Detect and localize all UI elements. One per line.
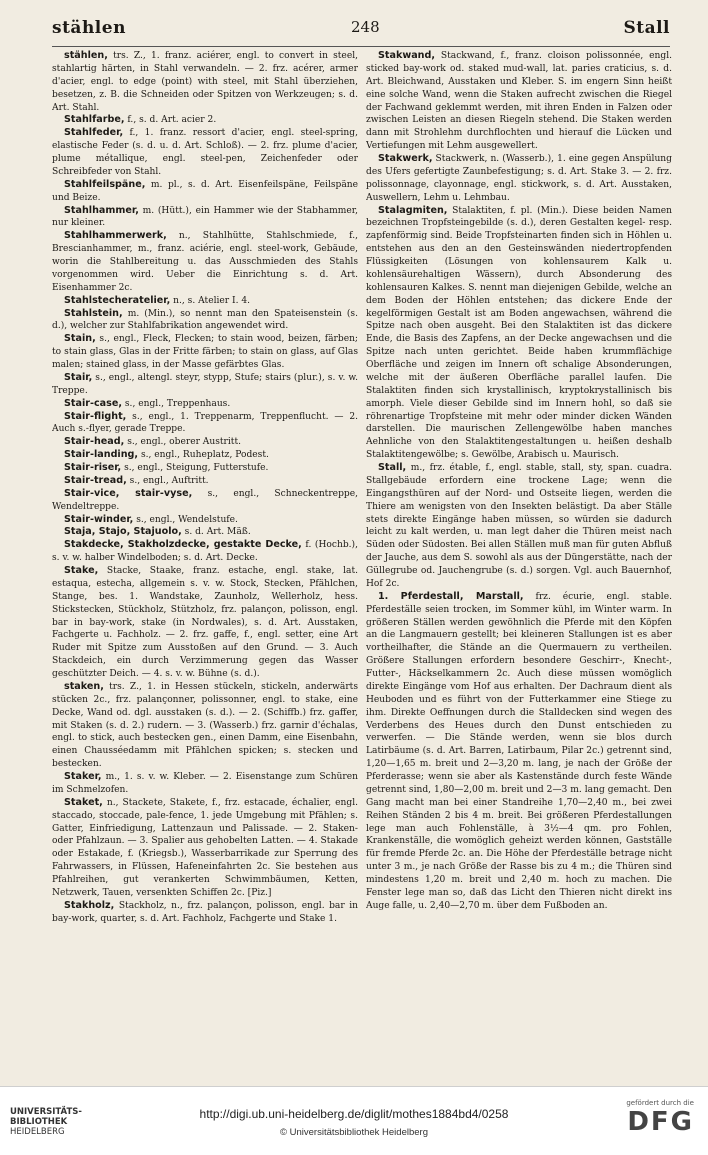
dictionary-entry [52, 114, 358, 127]
dictionary-entry [52, 333, 358, 372]
dictionary-entry [52, 127, 358, 179]
entry-headword: Stalagmiten, [378, 204, 448, 216]
entry-headword: Stahlstecheratelier, [64, 294, 171, 306]
dictionary-entry [52, 681, 358, 771]
dictionary-entry [52, 771, 358, 797]
entry-text: f. (Hochb.), s. v. w. halber Windelboden; s. d. Art. Decke. [52, 540, 358, 564]
copyright-notice: © Universitätsbibliothek Heidelberg [280, 1127, 428, 1138]
entry-headword: Stair-winder, [64, 513, 134, 525]
entry-headword: Stair-riser, [64, 462, 122, 473]
entry-headword: Stair-vice, stair-vyse, [64, 487, 193, 499]
entry-text: s., engl., altengl. steyr, stypp, Stufe; stairs (plur.), s. v. w. Treppe. [52, 372, 358, 396]
dictionary-entry [366, 153, 672, 205]
entry-headword: Stair-flight, [64, 410, 127, 422]
entry-headword: Stair-landing, [64, 449, 139, 461]
entry-text: frz. écurie, engl. stable. Pferdeställe seien trocken, im Sommer kühl, im Winter warm. In größeren Ställen werden gewöhnlich die Pferde mit den Köpfen an die Langmauern gestellt; bei kleineren Stallungen ist es aber vortheilhafter, die Stände an die Quermauern zu vertheilen. Größere Stallungen erfordern besondere Geschirr-, Knecht-, Futter-, Häckselkammern 2c. Auch diese müssen womöglich direkte Eingänge vom Hof aus erhalten. Der Dachraum dient als Heuboden und es führt von der Futterkammer eine Stiege zu ihm. Direkte Oeffnungen durch die Stalldecken sind wegen des Verderbens des Heues durch den Dunst entschieden zu verwerfen. — Die Stände werden, wenn sie blos durch Latirbäume (s. d. Art. Barren, Latirbaum, Pilar 2c.) getrennt sind, 1,20—1,65 m. breit und 2—3,20 m. lang, je nach der Größe der Pferderasse; wenn sie aber als Kastenstände durch feste Wände getrennt sind, 1,80—2,00 m. breit und 2—3 m. lang gemacht. Den Gang macht man bei einer Standreihe 1,70—2,40 m., bei zwei Reihen Ständen 2 bis 4 m. breit. Bei größeren Pferdestallungen lege man auch Fohlenställe, à 3½—4 qm. pro Fohlen, Krankenställe, die womöglich geheizt werden können, Gastställe für fremde Pferde 2c. an. Die Höhe der Pferdeställe betrage nicht unter 3 m., je nach Größe der Rasse bis zu 4 m.; die Thüren sind mindestens 1,20 m. breit und 2,40 m. hoch zu machen. Die Fenster lege man so, daß das Licht den Thieren nicht direkt ins Auge falle, u. 2,40—2,70 m. über dem Fußboden an. [366, 591, 672, 911]
entry-text: Stackwand, f., franz. cloison polissonnée, engl. sticked bay-work od. staked mud-wall, lat. paries craticius, s. d. Art. Bleichwand, Ausstaken und Kleber. S. im engern Sinn heißt eine solche Wand, wenn die Staken aufrecht zwischen die Riegel der Fachwand geklemmt werden, mit ihren Enden in Falzen oder zwischen Leisten an diesen Riegeln stehend. Die Staken werden dann mit Strohlehm durchflochten und hierauf die Lücken und Vertiefungen mit Lehm ausgewellert. [366, 51, 672, 152]
entry-text: s. d. Art. Mäß. [181, 527, 251, 538]
page-number: 248 [351, 18, 380, 36]
entry-text: f., 1. franz. ressort d'acier, engl. steel-spring, elastische Feder (s. d. u. d. Art. Schloß). — 2. frz. plume d'acier, plume métallique, engl. steel-pen, Zeichenfeder oder Schreibfeder von Stahl. [52, 128, 358, 177]
entry-text: s., engl., Auftritt. [126, 475, 209, 486]
right-column [366, 50, 672, 1072]
dictionary-entry [52, 488, 358, 514]
dictionary-entry [366, 50, 672, 153]
dictionary-entry [52, 449, 358, 462]
header-right-keyword: Stall [623, 18, 670, 38]
entry-headword: Stakholz, [64, 899, 115, 911]
entry-text: Stacke, Staake, franz. estache, engl. stake, lat. estaqua, estecha, allgemein s. v. w. Stock, Stecken, Pfählchen, Stange, bes. 1. Wandstake, Zaunholz, Wellerholz, hess. Stickstecken, Stückholz, Stützholz, frz. palançon, polisson, engl. bar in bay-work, stake (in Nordwales), s. d. Art. Ausstaken, Fachgerte u. Fachholz. — 2. frz. gaffe, f., engl. setter, eine Art Ruder mit Spitze zum Ausstoßen auf den Grund. — 3. Auch Stackdeich, ein durch Verzimmerung gegen das Wasser geschützter Deich. — 4. s. v. w. Bühne (s. d.). [52, 566, 358, 679]
header-rule [52, 46, 670, 47]
dictionary-entry [52, 526, 358, 539]
entry-text: s., engl., Wendelstufe. [133, 514, 238, 525]
entry-text: n., s. Atelier I. 4. [170, 295, 251, 306]
dictionary-entry [52, 797, 358, 900]
dictionary-entry [52, 900, 358, 926]
left-column [52, 50, 358, 1072]
dictionary-entry [366, 205, 672, 463]
header-left-keyword: stählen [52, 18, 126, 38]
dictionary-entry [52, 539, 358, 565]
entry-text: n., Stackete, Stakete, f., frz. estacade, échalier, engl. staccado, stoccade, pale-fence, 1. jede Umgebung mit Pfählen; s. Gatter, Einfriedigung, Lattenzaun und Palissade. — 2. Staken- oder Pfahlzaun. — 3. Spalier aus gehobelten Latten. — 4. Stakade oder Estakade, f. (Kriegsb.), Wasserbarrikade zur Sperrung des Fahrwassers, in Flüssen, Hafeneinfahrten 2c. Sie bestehen aus Pfahlreihen, gut verankerten Schwimmbäumen, Ketten, Netzwerk, Tauen, versenkten Schiffen 2c. [Piz.] [52, 797, 358, 898]
entry-text: Stackwerk, n. (Wasserb.), 1. eine gegen Anspülung des Ufers gefertigte Zaunbefestigung; s. d. Art. Stake 3. — 2. frz. polissonnage, clayonnage, engl. stickwork, s. d. Art. Ausstaken, Auswellern, Lehm u. Lehmbau. [366, 154, 672, 203]
dictionary-entry [52, 565, 358, 681]
entry-headword: Stair-head, [64, 436, 125, 448]
entry-headword: Stake, [64, 565, 99, 576]
entry-headword: staken, [64, 680, 104, 692]
entry-headword: Stahlfeilspäne, [64, 178, 146, 190]
entry-text: m. (Min.), so nennt man den Spateisenstein (s. d.), welcher zur Stahlfabrikation angewendet wird. [52, 308, 358, 332]
entry-text: m., frz. étable, f., engl. stable, stall, sty, span. cuadra. Stallgebäude erfordern eine trockene Lage; wenn die Eingangsthüren auf der Nord- und Ostseite liegen, werden die Thiere am wenigsten von den Insekten belästigt. Da aber Ställe stets direkte Eingänge haben müssen, so würden sie dadurch leicht zu kalt werden, u. man legt daher die Thüren meist nach Süden oder Südosten. Bei allen Ställen muß man für guten Abfluß der Jauche, aus dem S. sowohl als aus der Düngerstätte, nach der Güllegrube od. Jauchengrube (s. d.) sorgen. Vgl. auch Bauernhof, Hof 2c. [366, 463, 672, 589]
dictionary-entry [52, 230, 358, 294]
entry-headword: Staja, Stajo, Stajuolo, [64, 526, 182, 538]
dictionary-entry [52, 295, 358, 308]
viewer-footer [0, 1086, 708, 1155]
entry-text: m. (Hütt.), ein Hammer wie der Stabhammer, nur kleiner. [52, 205, 358, 229]
entry-headword: Stahlfarbe, [64, 114, 125, 126]
entry-headword: Stakwerk, [378, 153, 433, 164]
dictionary-entry [52, 514, 358, 527]
entry-headword: Stair-tread, [64, 474, 127, 486]
dfg-logo[interactable] [626, 1099, 694, 1137]
entry-headword: Staker, [64, 771, 102, 782]
entry-headword: Stall, [378, 462, 407, 473]
dfg-logo-text: DFG [627, 1107, 694, 1137]
permalink-url[interactable]: http://digi.ub.uni-heidelberg.de/diglit/mothes1884bd4/0258 [199, 1107, 509, 1121]
logo-line: BIBLIOTHEK [10, 1117, 68, 1127]
dictionary-entry [52, 50, 358, 114]
entry-text: s., engl., oberer Austritt. [124, 437, 242, 448]
entry-text: n., Stahlhütte, Stahlschmiede, f., Brescianhammer, m., franz. aciérie, engl. steel-work, Gebäude, worin die Stahlbereitung u. das Ausschmieden des Stahls vorgenommen wird. Ueber die Einrichtung s. d. Art. Eisenhammer 2c. [52, 231, 358, 293]
dictionary-entry [52, 411, 358, 437]
entry-headword: Stahlhammer, [64, 204, 139, 216]
entry-headword: stählen, [64, 50, 108, 61]
entry-text: Stalaktiten, f. pl. (Min.). Diese beiden Namen bezeichnen Tropfsteingebilde (s. d.), deren Gestalten kegel- resp. zapfenförmig sind. Beide Tropfsteinarten finden sich in Höhlen u. entstehen aus den an den Gesteinswänden niedertropfenden Flüssigkeiten (Lösungen von kohlensaurem Kalk u. kohlensäurehaltigen Wässern), durch Absonderung des kohlensauren Kalkes. S. nennt man diejenigen Gebilde, welche an dem Boden der Höhlen entstehen; das dickere Ende der kegelförmigen Gestalt ist am Boden angewachsen, während die Spitze nach oben ausgeht. Bei den Stalaktiten ist das dickere Ende, die Basis des Zapfens, an der Decke angewachsen und die Spitze nach unten gerichtet. Beide haben krummflächige Oberfläche und zeigen im Innern oft schalige Absonderungen, welche mit der äußeren Oberfläche parallel laufen. Die Stalaktiten finden sich krystallinisch, kryptokrystallinisch bis amorph. Viele dieser Gebilde sind im Innern hohl, so daß sie röhrenartige Tropfsteine mit mehr oder minder dicken Wänden darstellen. Die maurischen Zellengewölbe haben manches Aehnliche von den Stalaktitengestaltungen u. heißen deshalb Stalaktitengewölbe; s. Gewölbe, Arabisch u. Maurisch. [366, 205, 672, 461]
entry-text: s., engl., 1. Treppenarm, Treppenflucht. — 2. Auch s.-flyer, gerade Treppe. [52, 411, 358, 435]
entry-headword: Stair-case, [64, 397, 122, 409]
entry-text: s., engl., Fleck, Flecken; to stain wood, beizen, färben; to stain glass, Glas in der Fritte färben; to stain on glass, auf Glas malen; stained glass, in der Masse gefärbtes Glas. [52, 334, 358, 370]
dfg-funding-note: gefördert durch die [626, 1099, 694, 1107]
entry-headword: Stahlstein, [64, 307, 123, 319]
dictionary-entry [52, 179, 358, 205]
logo-line: HEIDELBERG [10, 1127, 65, 1137]
entry-text: trs. Z., 1. in Hessen stückeln, stickeln, anderwärts stücken 2c., frz. palançonner, polissonner, engl. to stake, eine Decke, Wand od. dgl. ausstaken (s. d.). — 2. (Schiffb.) frz. gaffer, mit Staken (s. d. 2.) rudern. — 3. (Wasserb.) frz. garnir d'échalas, engl. to stick, auch bestecken gen., einen Damm, eine Eisenbahn, einen Chausséedamm mit Pfählchen spicken; s. stecken und bestecken. [52, 681, 358, 770]
entry-text: trs. Z., 1. franz. aciérer, engl. to convert in steel, stahlartig härten, in Stahl verwandeln. — 2. frz. acérer, armer d'acier, engl. to edge (point) with steel, mit Stahl überziehen, besetzen, z. B. die Schneiden oder Spitzen von Werkzeugen; s. d. Art. Stahl. [52, 51, 358, 113]
dictionary-entry [52, 436, 358, 449]
entry-text: s., engl., Schneckentreppe, Wendeltreppe. [52, 488, 358, 512]
entry-text: f., s. d. Art. acier 2. [124, 115, 217, 126]
logo-line: UNIVERSITÄTS- [10, 1107, 82, 1117]
entry-headword: Stakdecke, Stakholzdecke, gestakte Decke, [64, 539, 302, 551]
entry-headword: Stair, [64, 371, 93, 383]
entry-headword: 1. Pferdestall, Marstall, [378, 590, 524, 602]
page-header [52, 18, 670, 40]
dictionary-entry [52, 475, 358, 488]
entry-headword: Stain, [64, 333, 96, 345]
entry-headword: Staket, [64, 796, 103, 808]
dictionary-entry [52, 398, 358, 411]
entry-text: s., engl., Treppenhaus. [122, 398, 231, 409]
entry-text: m., 1. s. v. w. Kleber. — 2. Eisenstange zum Schüren im Schmelzofen. [52, 772, 358, 795]
entry-headword: Stakwand, [378, 50, 436, 61]
dictionary-entry [52, 372, 358, 398]
entry-headword: Stahlhammerwerk, [64, 230, 167, 242]
dictionary-entry [52, 205, 358, 231]
dictionary-entry [366, 591, 672, 913]
entry-headword: Stahlfeder, [64, 127, 124, 139]
dictionary-entry [52, 462, 358, 475]
entry-text: m. pl., s. d. Art. Eisenfeilspäne, Feilspäne und Beize. [52, 179, 358, 203]
dictionary-entry [52, 308, 358, 334]
entry-text: s., engl., Ruheplatz, Podest. [138, 450, 269, 461]
dictionary-entry [366, 462, 672, 591]
entry-text: Stackholz, n., frz. palançon, polisson, engl. bar in bay-work, quarter, s. d. Art. Fachholz, Fachgerte und Stake 1. [52, 900, 358, 924]
entry-text: s., engl., Steigung, Futterstufe. [121, 463, 269, 473]
